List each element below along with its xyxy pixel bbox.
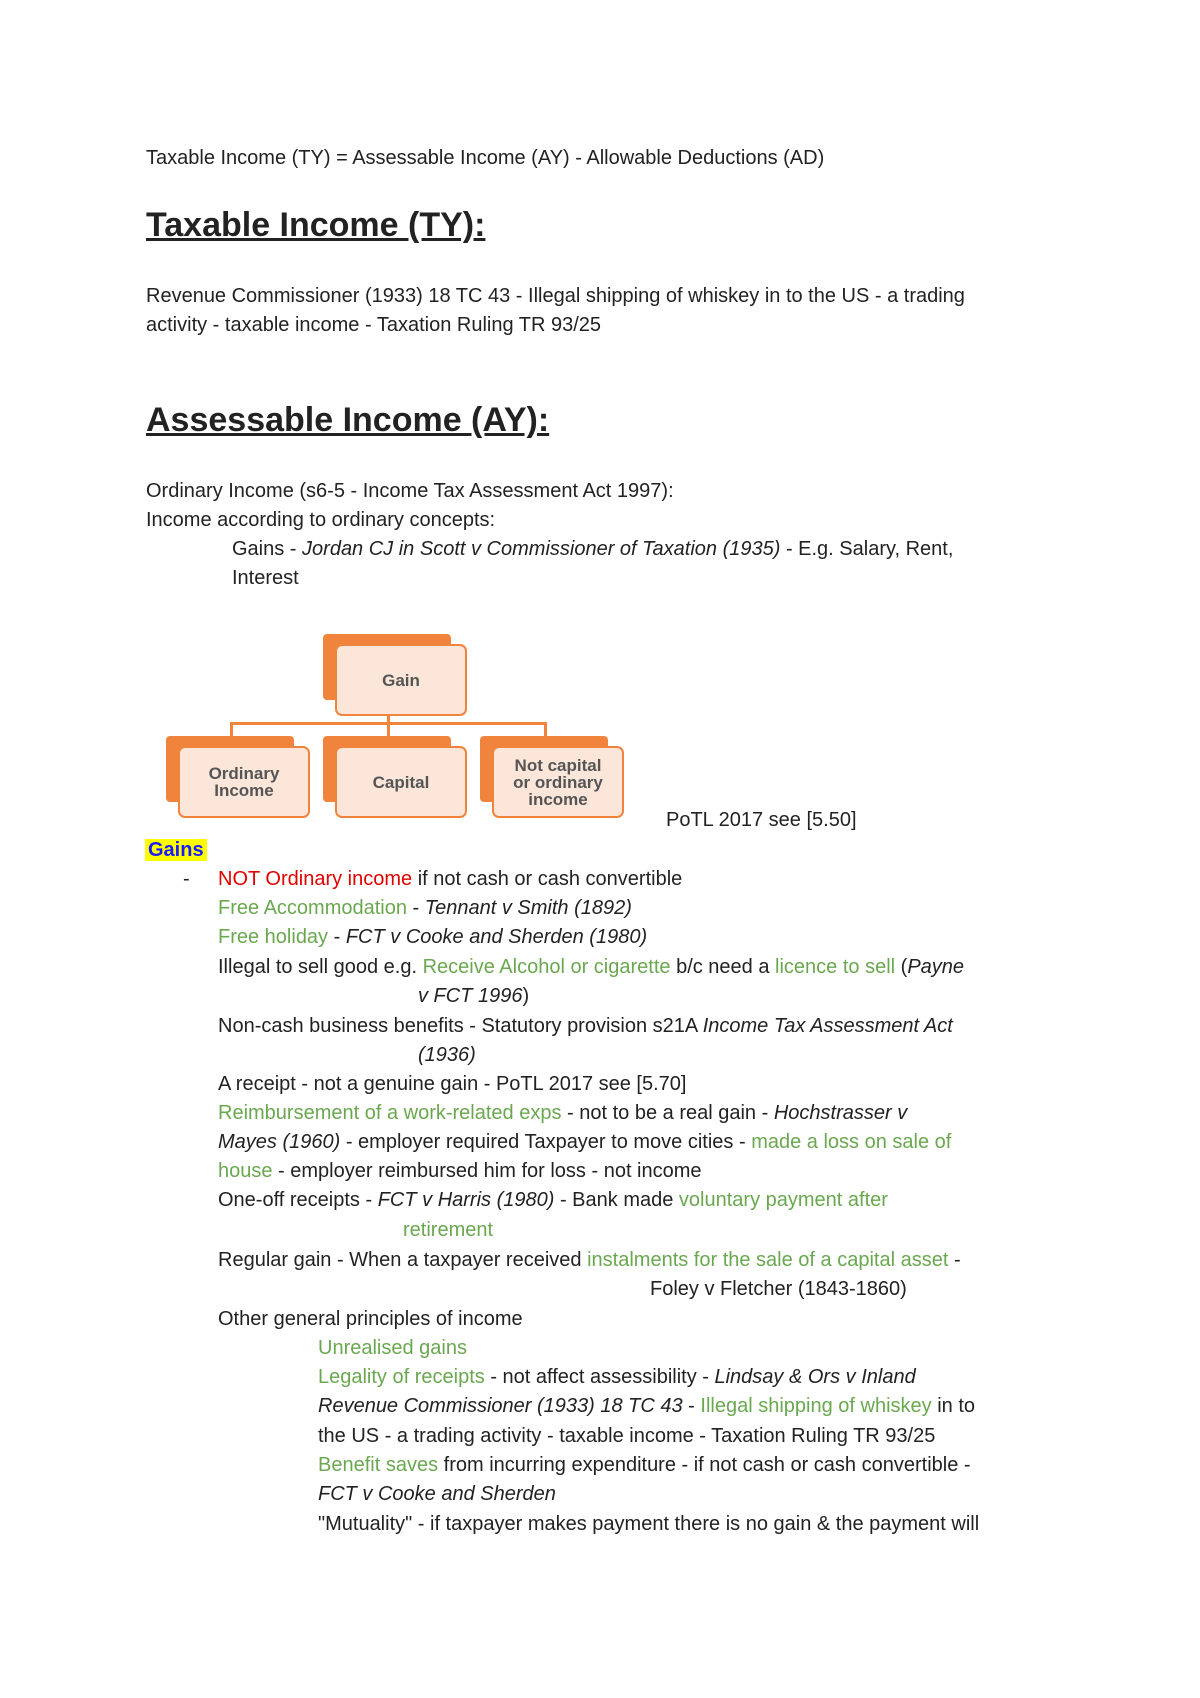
line-4-b: Receive Alcohol or cigarette xyxy=(422,956,671,978)
line-6-b: Income Tax Assessment Act xyxy=(702,1015,953,1037)
line-21-a: Benefit saves xyxy=(318,1454,439,1476)
line-18-c: Lindsay & Ors v Inland xyxy=(714,1366,916,1388)
list-line-2 xyxy=(218,894,632,923)
list-line-4 xyxy=(218,953,964,982)
line-18-b: - not affect assessibility - xyxy=(484,1366,715,1388)
line-4-d: licence to sell xyxy=(775,956,896,978)
line-18-a: Legality of receipts xyxy=(318,1366,485,1388)
line-10-c: made a loss on sale of xyxy=(751,1131,952,1153)
line-9-b: - not to be a real gain - xyxy=(561,1102,774,1124)
line-12-a: One-off receipts - xyxy=(218,1189,378,1211)
free-holiday: Free holiday xyxy=(218,926,329,948)
line-1-rest: if not cash or cash convertible xyxy=(412,868,683,890)
list-line-8: A receipt - not a genuine gain - PoTL 2017 see [5.70] xyxy=(218,1073,687,1095)
line-5-paren: ) xyxy=(522,985,530,1007)
list-line-6 xyxy=(218,1012,953,1041)
gains-highlight: Gains xyxy=(145,839,207,861)
line-19-a: Revenue Commissioner (1933) 18 TC 43 xyxy=(318,1395,683,1417)
gain-box: Gain xyxy=(335,644,467,716)
list-line-7: (1936) xyxy=(418,1044,476,1066)
list-line-3 xyxy=(218,923,647,952)
list-line-9 xyxy=(218,1099,907,1128)
line-11-a: house xyxy=(218,1160,273,1182)
gains-definition-line-2: Interest xyxy=(232,567,299,589)
line-4-c: b/c need a xyxy=(670,956,776,978)
line-9-a: Reimbursement of a work-related exps xyxy=(218,1102,562,1124)
list-line-5 xyxy=(418,982,529,1011)
formula-text: Taxable Income (TY) = Assessable Income (AY) - Allowable Deductions (AD) xyxy=(146,147,825,169)
line-2-sep: - xyxy=(406,897,425,919)
free-accommodation: Free Accommodation xyxy=(218,897,407,919)
list-line-22: FCT v Cooke and Sherden xyxy=(318,1483,556,1505)
list-line-23: "Mutuality" - if taxpayer makes payment there is no gain & the payment will xyxy=(318,1513,980,1535)
line-4-a: Illegal to sell good e.g. xyxy=(218,956,423,978)
line-9-c: Hochstrasser v xyxy=(773,1102,908,1124)
line-2-case: Tennant v Smith (1892) xyxy=(424,897,632,919)
gains-examples: - E.g. Salary, Rent, xyxy=(780,538,954,560)
line-19-d: in to xyxy=(931,1395,975,1417)
line-4-f: Payne xyxy=(907,956,965,978)
list-line-20: the US - a trading activity - taxable income - Taxation Ruling TR 93/25 xyxy=(318,1425,936,1447)
line-21-b: from incurring expenditure - if not cash or cash convertible - xyxy=(438,1454,971,1476)
not-ordinary-income: NOT Ordinary income xyxy=(218,868,413,890)
list-line-17: Unrealised gains xyxy=(318,1337,467,1359)
list-line-18 xyxy=(318,1363,916,1392)
line-5-case: v FCT 1996 xyxy=(418,985,523,1007)
list-line-15: Foley v Fletcher (1843-1860) xyxy=(650,1278,907,1300)
line-6-a: Non-cash business benefits - Statutory provision s21A xyxy=(218,1015,703,1037)
list-line-13: retirement xyxy=(403,1219,494,1241)
heading-taxable-income: Taxable Income (TY): xyxy=(146,206,486,244)
ordinary-concepts-line: Income according to ordinary concepts: xyxy=(146,509,496,531)
line-4-e: ( xyxy=(895,956,908,978)
line-19-b: - xyxy=(682,1395,701,1417)
list-line-10 xyxy=(218,1128,951,1157)
line-14-a: Regular gain - When a taxpayer received xyxy=(218,1249,588,1271)
gains-label: Gains - xyxy=(232,538,303,560)
ordinary-income-line: Ordinary Income (s6-5 - Income Tax Assessment Act 1997): xyxy=(146,480,674,502)
line-11-b: - employer reimbursed him for loss - not income xyxy=(272,1160,702,1182)
line-3-case: FCT v Cooke and Sherden (1980) xyxy=(345,926,648,948)
line-10-a: Mayes (1960) xyxy=(218,1131,341,1153)
line-12-d: voluntary payment after xyxy=(678,1189,888,1211)
line-14-c: - xyxy=(948,1249,961,1271)
line-10-b: - employer required Taxpayer to move cities - xyxy=(340,1131,752,1153)
line-14-b: instalments for the sale of a capital asset xyxy=(587,1249,949,1271)
list-line-1 xyxy=(218,865,682,894)
gains-case: Jordan CJ in Scott v Commissioner of Taxation (1935) xyxy=(302,538,781,560)
capital-box: Capital xyxy=(335,746,467,818)
potl-reference: PoTL 2017 see [5.50] xyxy=(666,809,857,831)
bullet-dash: - xyxy=(183,868,190,890)
list-line-12 xyxy=(218,1186,888,1215)
list-line-16: Other general principles of income xyxy=(218,1308,523,1330)
heading-assessable-income: Assessable Income (AY): xyxy=(146,401,550,439)
line-12-b: FCT v Harris (1980) xyxy=(377,1189,555,1211)
line-3-sep: - xyxy=(328,926,346,948)
line-19-c: Illegal shipping of whiskey xyxy=(700,1395,932,1417)
gains-heading xyxy=(145,836,207,865)
ty-paragraph-line-2: activity - taxable income - Taxation Ruling TR 93/25 xyxy=(146,314,602,336)
not-capital-box: Not capital or ordinary income xyxy=(492,746,624,818)
list-line-21 xyxy=(318,1451,971,1480)
ty-paragraph-line-1: Revenue Commissioner (1933) 18 TC 43 - Illegal shipping of whiskey in to the US - a trading xyxy=(146,285,965,307)
gains-definition-line xyxy=(232,535,953,564)
list-line-19 xyxy=(318,1392,975,1421)
ordinary-income-box: Ordinary Income xyxy=(178,746,310,818)
line-12-c: - Bank made xyxy=(554,1189,679,1211)
list-line-14 xyxy=(218,1246,961,1275)
list-line-11 xyxy=(218,1157,702,1186)
